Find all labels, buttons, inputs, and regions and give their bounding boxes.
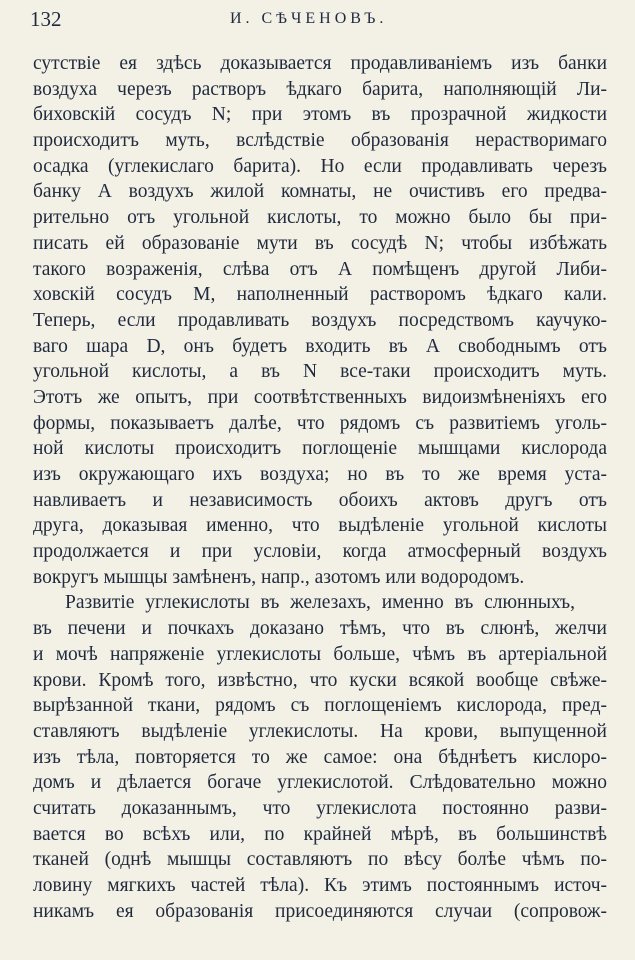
text-line-content: считать доказаннымъ, что углекислота постоянно разви- <box>33 797 607 819</box>
text-line <box>33 128 607 154</box>
text-line <box>33 488 607 514</box>
text-line-content: продолжается и при условіи, когда атмосферный воздухъ <box>33 541 607 563</box>
text-line <box>33 334 607 360</box>
text-line-content: домъ и дѣлается богаче углекислотой. Слѣдовательно можно <box>33 772 607 794</box>
text-line <box>33 102 607 128</box>
page-number: 132 <box>30 7 62 31</box>
text-line-content: формы, показываетъ далѣе, что рядомъ съ развитіемъ уголь- <box>33 412 607 434</box>
text-line <box>33 462 607 488</box>
text-line <box>33 847 607 873</box>
text-line-content: друга, доказывая именно, что выдѣленіе угольной кислоты <box>33 515 607 537</box>
text-line <box>33 51 607 77</box>
text-line-content: банку А воздухъ жилой комнаты, не очистивъ его предва- <box>33 181 607 203</box>
text-line-content: такого возраженія, слѣва отъ А помѣщенъ другой Либи- <box>33 258 607 280</box>
text-line-content: ховскій сосудъ М, наполненный растворомъ ѣдкаго кали. <box>33 284 607 306</box>
text-line-content: ной кислоты происходитъ поглощеніе мышцами кислорода <box>33 438 607 460</box>
text-line <box>33 796 607 822</box>
text-line-content: сутствіе ея здѣсь доказывается продавливаніемъ изъ банки <box>33 53 607 74</box>
running-head: И. СѢЧЕНОВЪ. <box>230 10 388 27</box>
text-line <box>33 668 607 694</box>
text-line-content: вается во всѣхъ или, по крайней мѣрѣ, въ большинствѣ <box>33 823 607 845</box>
text-line <box>33 899 607 925</box>
text-line <box>33 205 607 231</box>
text-line-content: угольной кислоты, а въ N все-таки происходитъ муть. <box>33 361 607 383</box>
text-line-content: ваго шара D, онъ будетъ входить въ А свободнымъ отъ <box>33 335 607 357</box>
text-line-content: происходитъ муть, вслѣдствіе образованія нерастворимаго <box>33 130 607 152</box>
text-line-content: воздуха черезъ растворъ ѣдкаго барита, наполняющій Ли- <box>33 78 607 100</box>
text-line <box>33 565 607 591</box>
text-line <box>33 77 607 103</box>
text-line <box>33 745 607 771</box>
text-line <box>33 359 607 385</box>
text-line <box>33 873 607 899</box>
text-line-content: вырѣзанной ткани, рядомъ съ поглощеніемъ кислорода, пред- <box>33 695 607 717</box>
text-line <box>33 693 607 719</box>
text-line-content: навливаетъ и независимость обоихъ актовъ другъ отъ <box>33 489 607 511</box>
text-line-content: биховскій сосудъ N; при этомъ въ прозрачной жидкости <box>33 104 607 126</box>
text-line <box>33 411 607 437</box>
text-line-content: тканей (однѣ мышцы составляютъ по вѣсу болѣе чѣмъ по- <box>33 849 607 871</box>
text-line <box>33 822 607 848</box>
text-line-content: изъ окружающаго ихъ воздуха; но въ то же время уста- <box>33 464 607 485</box>
text-line <box>33 590 607 616</box>
text-line <box>33 770 607 796</box>
body-text <box>33 51 607 924</box>
text-line <box>33 385 607 411</box>
text-line-content: Развитіе углекислоты въ железахъ, именно въ слюнныхъ, <box>65 592 575 614</box>
text-line <box>33 642 607 668</box>
text-line <box>33 616 607 642</box>
text-line-content: вокругъ мышцы замѣненъ, напр., азотомъ или водородомъ. <box>33 566 525 588</box>
text-line-content: писать ей образованіе мути въ сосудѣ N; чтобы избѣжать <box>33 232 607 254</box>
text-line <box>33 308 607 334</box>
text-line-content: Теперь, если продавливать воздухъ посредствомъ каучуко- <box>33 309 607 331</box>
text-line-content: изъ тѣла, повторяется то же самое: она бѣднѣетъ кислоро- <box>33 746 607 768</box>
text-line <box>33 719 607 745</box>
text-line <box>33 257 607 283</box>
text-line <box>33 513 607 539</box>
page-header <box>30 4 608 34</box>
text-line <box>33 436 607 462</box>
text-line-content: никамъ ея образованія присоединяются случаи (сопровож- <box>33 900 607 922</box>
text-line-content: въ печени и почкахъ доказано тѣмъ, что въ слюнѣ, желчи <box>33 618 607 640</box>
text-line <box>33 179 607 205</box>
text-line-content: и мочѣ напряженіе углекислоты больше, чѣмъ въ артеріальной <box>33 643 607 665</box>
text-line <box>33 282 607 308</box>
text-line-content: рительно отъ угольной кислоты, то можно было бы при- <box>33 207 607 229</box>
text-line-content: осадка (углекислаго барита). Но если продавливать черезъ <box>33 155 607 177</box>
text-line-content: ловину мягкихъ частей тѣла). Къ этимъ постояннымъ источ- <box>33 875 607 896</box>
text-line-content: Этотъ же опытъ, при соотвѣтственныхъ видоизмѣненіяхъ его <box>33 386 607 408</box>
text-line-content: ставляютъ выдѣленіе углекислоты. На крови, выпущенной <box>33 720 607 742</box>
text-line <box>33 539 607 565</box>
text-line <box>33 154 607 180</box>
text-line <box>33 231 607 257</box>
text-line-content: крови. Кромѣ того, извѣстно, что куски всякой вообще свѣже- <box>33 669 607 691</box>
